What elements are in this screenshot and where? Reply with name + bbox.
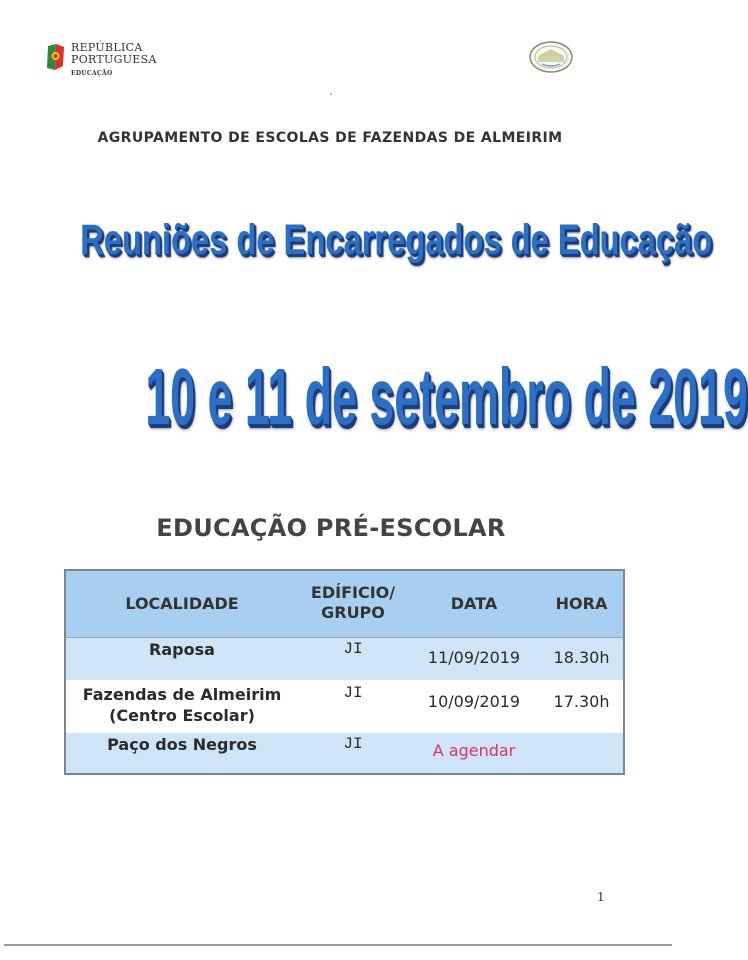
cell-hora: 17.30h [553,692,610,711]
logo-text-portuguesa: PORTUGUESA [71,53,157,66]
cell-data-pending: A agendar [432,741,516,760]
footer-divider [4,944,672,946]
school-group-seal-icon [528,40,574,74]
cell-localidade [66,684,298,726]
page-number: 1 [597,890,605,904]
cell-edificio: JI [343,735,363,753]
republica-portuguesa-logo [44,40,164,86]
header-edificio [298,583,408,623]
table-row [66,680,623,733]
table-header-row [66,571,623,638]
section-title: EDUCAÇÃO PRÉ-ESCOLAR [156,514,506,542]
portugal-flag-icon [44,44,66,70]
cell-data: 11/09/2019 [427,648,521,667]
cell-edificio: JI [343,684,363,702]
organization-name: AGRUPAMENTO DE ESCOLAS DE FAZENDAS DE ALMEIRIM [97,130,563,146]
date-heading: 10 e 11 de setembro de 2019 [145,352,748,441]
table-row [66,638,623,680]
header-edificio-line1: EDÍFICIO/ [310,583,396,602]
header-localidade: LOCALIDADE [125,594,239,613]
header-edificio-line2: GRUPO [321,603,385,622]
header-hora: HORA [555,594,608,613]
cell-localidade: Paço dos Negros [107,735,257,754]
cell-localidade-line2: (Centro Escolar) [109,706,255,725]
logo-text-educacao: EDUCAÇÃO [71,70,113,77]
table-row [66,733,623,773]
cell-localidade-line1: Fazendas de Almeirim [82,685,282,704]
schedule-table [64,569,625,775]
cell-edificio: JI [343,640,363,658]
document-title: Reuniões de Encarregados de Educação [80,216,713,264]
scan-speck [330,93,332,95]
cell-localidade: Raposa [149,640,215,659]
cell-hora: 18.30h [553,648,610,667]
header-data: DATA [450,594,498,613]
logo-text-republica: REPÚBLICA [71,41,143,54]
cell-data: 10/09/2019 [427,692,521,711]
